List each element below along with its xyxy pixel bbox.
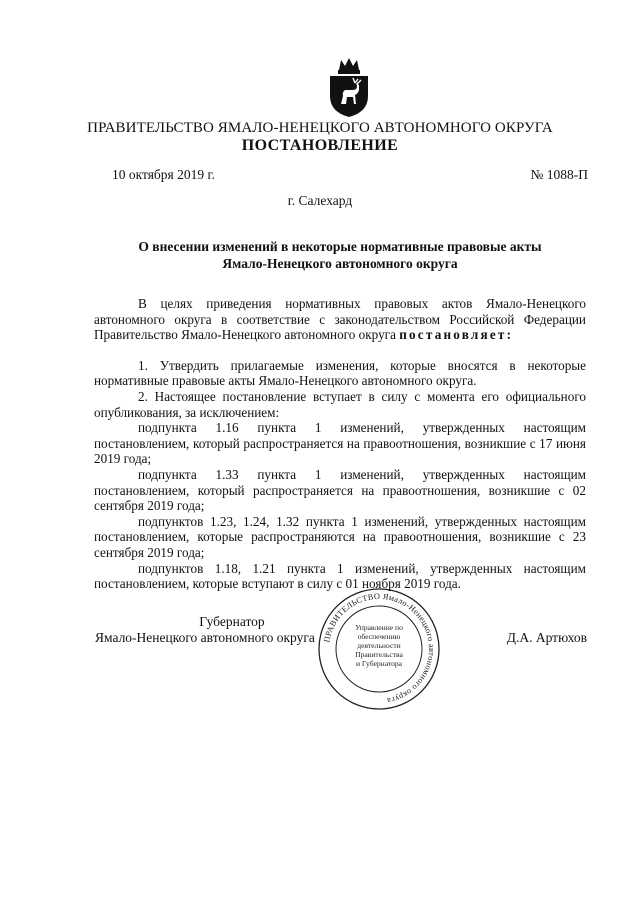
exception-3-paragraph: подпунктов 1.23, 1.24, 1.32 пункта 1 изменений, утвержденных настоящим постановлением, которые распространяются на правоотношения, возникшие с 23 сентября 2019 года; [94,513,586,560]
svg-text:ПРАВИТЕЛЬСТВО Ямало-Ненецкого: ПРАВИТЕЛЬСТВО Ямало-Ненецкого автономного округа [322,591,437,706]
preamble-paragraph [94,296,586,343]
document-type: ПОСТАНОВЛЕНИЕ [241,137,399,154]
item-2-paragraph: 2. Настоящее постановление вступает в силу с момента его официального опубликования, за исключением: [94,388,586,420]
signatory-region: Ямало-Ненецкого автономного округа [95,630,315,645]
preamble-text: В целях приведения нормативных правовых актов Ямало-Ненецкого автономного округа в соответствие с законодательством Российской Федерации Правительство Ямало-Ненецкого автономного округа [94,296,586,343]
signatory-title: Губернатор [199,614,265,629]
exception-2-paragraph: подпункта 1.33 пункта 1 изменений, утвержденных настоящим постановлением, который распространяется на правоотношения, возникшие с 02 сентября 2019 года; [94,466,586,514]
signatory-name: Д.А. Артюхов [506,630,587,645]
coat-of-arms-icon [326,56,372,118]
svg-text:и Губернатора: и Губернатора [355,659,403,668]
svg-text:обеспечению: обеспечению [357,632,401,641]
svg-text:деятельности: деятельности [357,641,401,650]
document-body [94,296,586,592]
document-city: г. Салехард [287,193,353,208]
decree-word: постановляет: [399,327,514,343]
document-subject [80,238,600,272]
subject-line-1: О внесении изменений в некоторые нормативные правовые акты [138,239,542,254]
document-date: 10 октября 2019 г. [112,167,215,182]
svg-text:Управление по: Управление по [355,623,403,632]
item-1-paragraph: 1. Утвердить прилагаемые изменения, которые вносятся в некоторые нормативные правовые акты Ямало-Ненецкого автономного округа. [94,357,586,389]
official-stamp-icon [316,586,442,712]
svg-text:Правительства: Правительства [355,650,403,659]
exception-1-paragraph: подпункта 1.16 пункта 1 изменений, утвержденных настоящим постановлением, который распространяется на правоотношения, возникшие с 17 июня 2019 года; [94,420,586,467]
subject-line-2: Ямало-Ненецкого автономного округа [222,256,458,271]
exception-4-paragraph: подпунктов 1.18, 1.21 пункта 1 изменений, утвержденных настоящим постановлением, которые вступают в силу с 01 ноября 2019 года. [94,560,586,592]
document-number: № 1088-П [530,167,588,182]
government-title: ПРАВИТЕЛЬСТВО ЯМАЛО-НЕНЕЦКОГО АВТОНОМНОГО ОКРУГА [87,120,553,136]
